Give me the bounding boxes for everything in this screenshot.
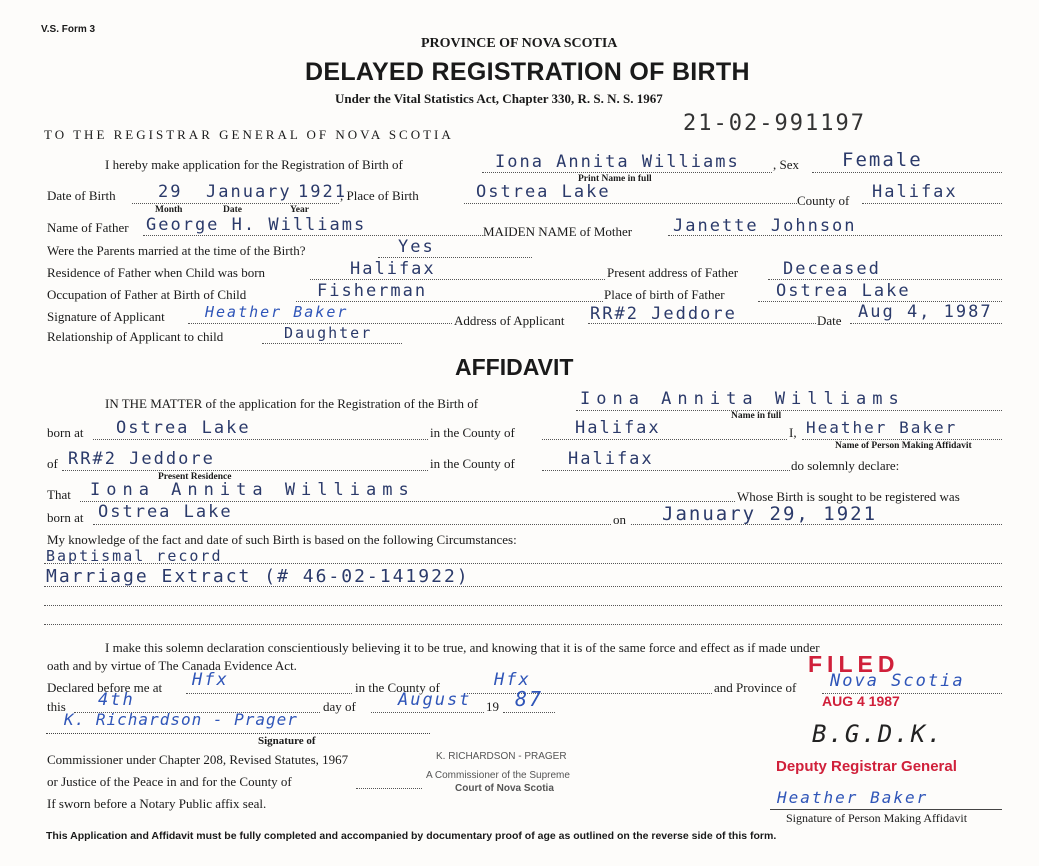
signature-of-label: Signature of <box>258 735 316 747</box>
affiant-name-field[interactable]: Heather Baker <box>806 418 958 437</box>
application-intro: I hereby make application for the Registration of Birth of <box>105 157 403 172</box>
year-prefix: 19 <box>486 699 499 714</box>
declared-at-field[interactable]: Hfx <box>192 670 229 690</box>
declared-county-label: in the County of <box>355 680 440 695</box>
hint-year: Year <box>290 205 309 215</box>
applicant-address-field[interactable]: RR#2 Jeddore <box>590 304 737 324</box>
justice-label: or Justice of the Peace in and for the County of <box>47 774 292 789</box>
of-label: of <box>47 456 58 471</box>
applicant-signature-field[interactable]: Heather Baker <box>205 303 349 321</box>
father-birthplace-field[interactable]: Ostrea Lake <box>776 281 911 301</box>
mother-label: MAIDEN NAME of Mother <box>483 224 633 239</box>
dob-line <box>132 203 339 204</box>
to-registrar-line: TO THE REGISTRAR GENERAL OF NOVA SCOTIA <box>44 127 454 142</box>
province-label: and Province of <box>714 680 797 695</box>
affidavit-title: AFFIDAVIT <box>455 354 574 380</box>
declare-label: do solemnly declare: <box>791 458 900 473</box>
present-father-label: Present address of Father <box>607 265 739 280</box>
filed-stamp: FILED <box>808 651 900 677</box>
place-of-birth-field[interactable]: Ostrea Lake <box>476 182 611 202</box>
residence-father-line <box>310 279 605 280</box>
county-line <box>862 203 1002 204</box>
county-label: County of <box>797 193 850 208</box>
commissioner-signature-line <box>46 733 430 734</box>
justice-line <box>356 788 422 789</box>
deputy-registrar-stamp: Deputy Registrar General <box>776 758 957 775</box>
dob-month-field[interactable]: January <box>206 182 292 202</box>
month-line <box>371 712 484 713</box>
born-at-field-2[interactable]: Ostrea Lake <box>98 502 233 522</box>
sex-line <box>812 172 1002 173</box>
married-label: Were the Parents married at the time of the Birth? <box>47 243 306 258</box>
date-line <box>850 323 1002 324</box>
province-heading: PROVINCE OF NOVA SCOTIA <box>421 36 618 51</box>
circumstance-line-1 <box>44 563 1002 564</box>
name-line <box>482 172 772 173</box>
affiant-signature[interactable]: Heather Baker <box>777 788 929 807</box>
circumstance-1-field[interactable]: Baptismal record <box>46 547 223 565</box>
hint-month: Month <box>155 205 183 215</box>
i-label: I, <box>789 425 797 440</box>
notary-label: If sworn before a Notary Public affix seal. <box>47 796 267 811</box>
affiant-line <box>802 439 1002 440</box>
declared-line <box>186 693 352 694</box>
applicant-address-label: Address of Applicant <box>454 313 565 328</box>
registrar-initials: B.G.D.K. <box>812 720 944 748</box>
date-label: Date <box>817 313 842 328</box>
footer-note: This Application and Affidavit must be fully completed and accompanied by documentary proof of age as outlined on the reverse side of this form. <box>46 830 777 842</box>
present-father-field[interactable]: Deceased <box>783 259 881 279</box>
relationship-field[interactable]: Daughter <box>284 324 373 342</box>
circumstance-line-2 <box>44 586 1002 587</box>
month-field[interactable]: August <box>398 690 472 710</box>
on-date-field[interactable]: January 29, 1921 <box>662 503 878 525</box>
occupation-line <box>296 301 603 302</box>
declared-county-field[interactable]: Hfx <box>494 670 531 690</box>
sex-label: , Sex <box>773 157 799 172</box>
name-full-hint: Name in full <box>731 411 782 421</box>
child-name-field[interactable]: Iona Annita Williams <box>495 152 740 172</box>
this-day-field[interactable]: 4th <box>98 690 135 710</box>
commissioner-label: Commissioner under Chapter 208, Revised Statutes, 1967 <box>47 752 349 767</box>
father-birthplace-label: Place of birth of Father <box>604 287 725 302</box>
date-field[interactable]: Aug 4, 1987 <box>858 302 993 322</box>
born-at-line-2 <box>93 524 611 525</box>
circumstance-line-4 <box>44 624 1002 625</box>
occupation-field[interactable]: Fisherman <box>317 281 428 301</box>
registration-number: 21-02-991197 <box>683 111 866 136</box>
place-of-birth-label: , Place of Birth <box>340 188 419 203</box>
this-label: this <box>47 699 66 714</box>
residence-field[interactable]: RR#2 Jeddore <box>68 449 215 469</box>
father-name-field[interactable]: George H. Williams <box>146 215 367 235</box>
declaration-text-1: I make this solemn declaration conscientiously believing it to be true, and knowing that it is of the same force and effect as if made under <box>105 640 820 655</box>
that-name-field[interactable]: Iona Annita Williams <box>90 480 415 500</box>
filed-date-stamp: AUG 4 1987 <box>822 693 900 709</box>
born-at-label-2: born at <box>47 510 84 525</box>
relationship-line <box>262 343 402 344</box>
applicant-signature-label: Signature of Applicant <box>47 309 165 324</box>
in-county-label-2: in the County of <box>430 456 515 471</box>
affiant-signature-label: Signature of Person Making Affidavit <box>786 811 968 825</box>
whose-birth-label: Whose Birth is sought to be registered was <box>737 489 960 504</box>
affiant-hint: Name of Person Making Affidavit <box>835 441 972 451</box>
place-line <box>464 203 797 204</box>
commissioner-stamp-line-2: A Commissioner of the Supreme <box>426 770 570 781</box>
occupation-label: Occupation of Father at Birth of Child <box>47 287 247 302</box>
county-line-1 <box>542 439 787 440</box>
father-line <box>143 235 483 236</box>
sex-field[interactable]: Female <box>842 149 923 171</box>
matter-name-field[interactable]: Iona Annita Williams <box>580 389 905 409</box>
affiant-signature-line <box>770 809 1002 810</box>
circumstance-line-3 <box>44 605 1002 606</box>
born-at-line <box>93 439 428 440</box>
print-name-hint: Print Name in full <box>578 174 652 184</box>
year-line <box>503 712 555 713</box>
declaration-text-2: oath and by virtue of The Canada Evidence Act. <box>47 658 297 673</box>
commissioner-signature[interactable]: K. Richardson - Prager <box>64 710 298 729</box>
married-line <box>378 257 532 258</box>
county-line-2 <box>542 470 790 471</box>
county-field-1[interactable]: Halifax <box>575 418 661 438</box>
circumstance-2-field[interactable]: Marriage Extract (# 46-02-141922) <box>46 566 470 587</box>
knowledge-label: My knowledge of the fact and date of such Birth is based on the following Circumstances: <box>47 532 517 547</box>
mother-name-field[interactable]: Janette Johnson <box>673 216 857 236</box>
married-field[interactable]: Yes <box>398 237 435 257</box>
matter-label: IN THE MATTER of the application for the Registration of the Birth of <box>105 396 479 411</box>
dob-day-field[interactable]: 29 <box>158 182 183 202</box>
year-field[interactable]: 87 <box>515 687 544 711</box>
declared-label: Declared before me at <box>47 680 163 695</box>
in-county-label-1: in the County of <box>430 425 515 440</box>
hint-date: Date <box>223 205 242 215</box>
county-field-2[interactable]: Halifax <box>568 449 654 469</box>
residence-line <box>62 470 428 471</box>
residence-father-label: Residence of Father when Child was born <box>47 265 266 280</box>
commissioner-stamp-line-3: Court of Nova Scotia <box>455 783 554 794</box>
father-label: Name of Father <box>47 220 129 235</box>
residence-father-field[interactable]: Halifax <box>350 259 436 279</box>
born-at-field[interactable]: Ostrea Lake <box>116 418 251 438</box>
present-residence-hint: Present Residence <box>158 472 232 482</box>
county-field[interactable]: Halifax <box>872 182 958 202</box>
present-father-line <box>768 279 1002 280</box>
province-field[interactable]: Nova Scotia <box>830 671 965 691</box>
form-title: DELAYED REGISTRATION OF BIRTH <box>305 58 750 86</box>
on-label: on <box>613 512 626 527</box>
form-id: V.S. Form 3 <box>41 24 96 35</box>
born-at-label: born at <box>47 425 84 440</box>
dob-label: Date of Birth <box>47 188 116 203</box>
commissioner-stamp-line-1: K. RICHARDSON - PRAGER <box>436 751 567 762</box>
declared-county-line <box>467 693 712 694</box>
day-of-label: day of <box>323 699 356 714</box>
that-label: That <box>47 487 71 502</box>
form-subtitle: Under the Vital Statistics Act, Chapter 330, R. S. N. S. 1967 <box>335 91 663 106</box>
dob-year-field[interactable]: 1921 <box>298 182 347 202</box>
relationship-label: Relationship of Applicant to child <box>47 329 224 344</box>
matter-line <box>576 410 1002 411</box>
